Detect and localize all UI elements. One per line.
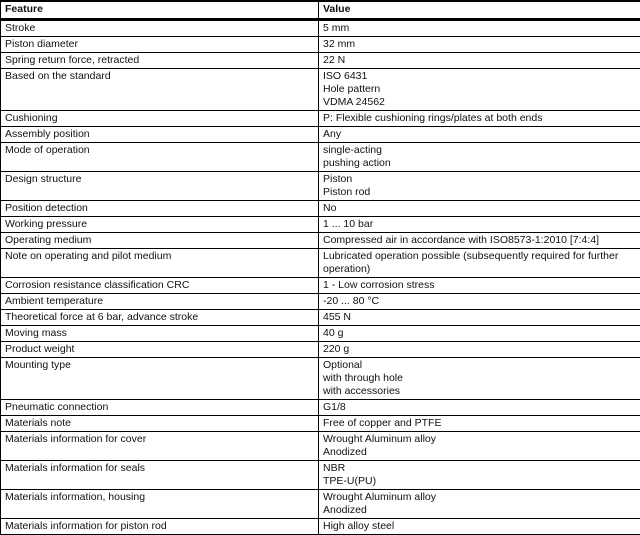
table-row <box>1 69 640 111</box>
value-line: NBR <box>323 462 637 475</box>
table-row <box>1 490 640 519</box>
value-line: with through hole <box>323 372 637 385</box>
value-line: Piston <box>323 173 637 186</box>
value-line: 1 - Low corrosion stress <box>323 279 637 292</box>
feature-cell: Pneumatic connection <box>1 400 319 416</box>
value-cell <box>319 20 640 37</box>
value-cell <box>319 400 640 416</box>
value-cell <box>319 37 640 53</box>
value-line: VDMA 24562 <box>323 96 637 109</box>
value-cell <box>319 201 640 217</box>
value-cell <box>319 342 640 358</box>
value-cell <box>319 326 640 342</box>
feature-cell: Piston diameter <box>1 37 319 53</box>
feature-cell: Materials information for piston rod <box>1 519 319 535</box>
value-cell <box>319 461 640 490</box>
feature-cell: Materials information for seals <box>1 461 319 490</box>
header-row <box>1 1 640 20</box>
value-line: Hole pattern <box>323 83 637 96</box>
value-cell <box>319 416 640 432</box>
feature-cell: Materials note <box>1 416 319 432</box>
feature-cell: Design structure <box>1 172 319 201</box>
feature-cell: Assembly position <box>1 127 319 143</box>
table-row <box>1 342 640 358</box>
table-row <box>1 111 640 127</box>
value-line: 22 N <box>323 54 637 67</box>
value-cell <box>319 278 640 294</box>
table-row <box>1 53 640 69</box>
table-row <box>1 416 640 432</box>
value-line: Compressed air in accordance with ISO8573-1:2010 [7:4:4] <box>323 234 637 247</box>
spec-table-body <box>1 20 640 535</box>
value-line: 1 ... 10 bar <box>323 218 637 231</box>
feature-cell: Materials information, housing <box>1 490 319 519</box>
value-line: P: Flexible cushioning rings/plates at both ends <box>323 112 637 125</box>
table-row <box>1 37 640 53</box>
table-row <box>1 127 640 143</box>
value-cell <box>319 53 640 69</box>
feature-cell: Moving mass <box>1 326 319 342</box>
table-row <box>1 294 640 310</box>
value-line: -20 ... 80 °C <box>323 295 637 308</box>
value-cell <box>319 432 640 461</box>
value-cell <box>319 217 640 233</box>
table-row <box>1 519 640 535</box>
table-row <box>1 201 640 217</box>
value-line: Any <box>323 128 637 141</box>
value-line: G1/8 <box>323 401 637 414</box>
table-row <box>1 326 640 342</box>
value-cell <box>319 249 640 278</box>
feature-cell: Product weight <box>1 342 319 358</box>
value-line: High alloy steel <box>323 520 637 533</box>
feature-cell: Note on operating and pilot medium <box>1 249 319 278</box>
table-row <box>1 358 640 400</box>
value-cell <box>319 172 640 201</box>
feature-cell: Theoretical force at 6 bar, advance stroke <box>1 310 319 326</box>
table-row <box>1 310 640 326</box>
value-cell <box>319 143 640 172</box>
value-line: Piston rod <box>323 186 637 199</box>
value-line: 455 N <box>323 311 637 324</box>
table-row <box>1 278 640 294</box>
table-row <box>1 400 640 416</box>
value-cell <box>319 310 640 326</box>
table-row <box>1 461 640 490</box>
table-row <box>1 432 640 461</box>
table-row <box>1 233 640 249</box>
table-row <box>1 217 640 233</box>
feature-cell: Operating medium <box>1 233 319 249</box>
value-line: TPE-U(PU) <box>323 475 637 488</box>
feature-column-header: Feature <box>1 1 319 20</box>
value-cell <box>319 358 640 400</box>
value-cell <box>319 127 640 143</box>
value-line: ISO 6431 <box>323 70 637 83</box>
feature-cell: Ambient temperature <box>1 294 319 310</box>
value-line: 32 mm <box>323 38 637 51</box>
value-line: 40 g <box>323 327 637 340</box>
value-cell <box>319 294 640 310</box>
feature-cell: Spring return force, retracted <box>1 53 319 69</box>
value-line: 220 g <box>323 343 637 356</box>
feature-cell: Stroke <box>1 20 319 37</box>
table-row <box>1 20 640 37</box>
table-row <box>1 249 640 278</box>
table-row <box>1 172 640 201</box>
feature-cell: Corrosion resistance classification CRC <box>1 278 319 294</box>
value-cell <box>319 519 640 535</box>
value-line: with accessories <box>323 385 637 398</box>
value-cell <box>319 111 640 127</box>
value-line: Wrought Aluminum alloy <box>323 491 637 504</box>
value-line: No <box>323 202 637 215</box>
table-row <box>1 143 640 172</box>
value-cell <box>319 69 640 111</box>
value-cell <box>319 490 640 519</box>
value-line: Wrought Aluminum alloy <box>323 433 637 446</box>
feature-cell: Cushioning <box>1 111 319 127</box>
value-line: Optional <box>323 359 637 372</box>
feature-cell: Mode of operation <box>1 143 319 172</box>
value-line: Anodized <box>323 504 637 517</box>
value-line: 5 mm <box>323 22 637 35</box>
value-line: Anodized <box>323 446 637 459</box>
value-line: Lubricated operation possible (subsequently required for further operation) <box>323 250 637 276</box>
feature-cell: Mounting type <box>1 358 319 400</box>
value-cell <box>319 233 640 249</box>
value-line: Free of copper and PTFE <box>323 417 637 430</box>
feature-cell: Working pressure <box>1 217 319 233</box>
spec-table-header <box>1 1 640 20</box>
feature-cell: Based on the standard <box>1 69 319 111</box>
feature-cell: Materials information for cover <box>1 432 319 461</box>
value-line: single-acting <box>323 144 637 157</box>
value-line: pushing action <box>323 157 637 170</box>
feature-cell: Position detection <box>1 201 319 217</box>
value-column-header: Value <box>319 1 640 20</box>
